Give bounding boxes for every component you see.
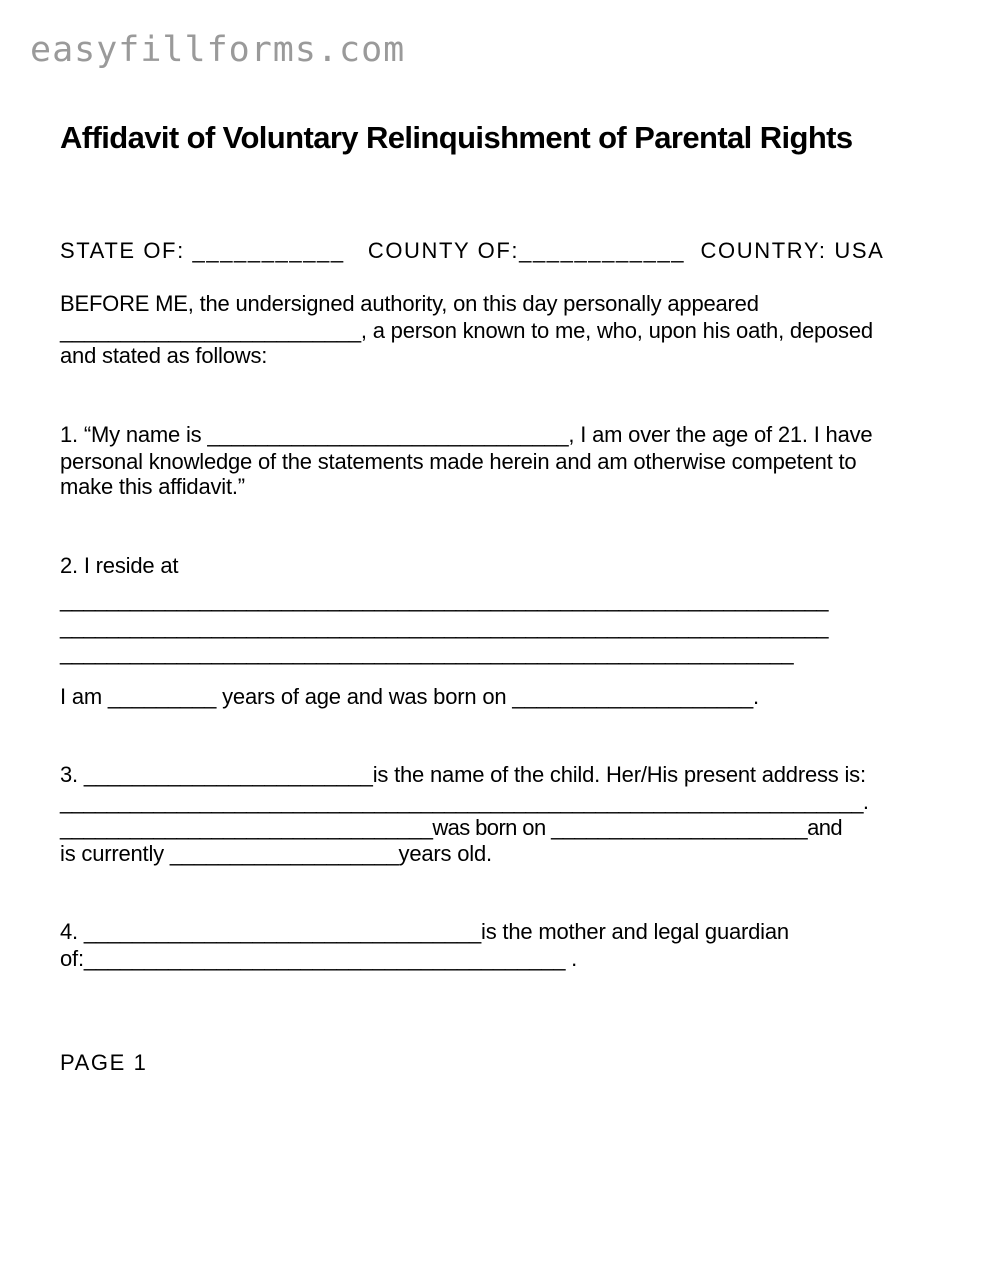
item3-line-4: is currently ___________________years old. — [60, 841, 492, 866]
item1-line-3: make this affidavit.” — [60, 474, 245, 499]
item2-address-blank-2: __________________________________________________________________ — [60, 614, 828, 639]
document-title: Affidavit of Voluntary Relinquishment of Parental Rights — [60, 120, 853, 155]
intro-line-2: _________________________, a person known to me, who, upon his oath, deposed — [60, 318, 873, 343]
item1-line-2: personal knowledge of the statements made herein and am otherwise competent to — [60, 449, 857, 474]
item3-line-3: ________________________________was born on ______________________and — [60, 815, 842, 840]
item1-line-1: 1. “My name is ______________________________, I am over the age of 21. I have — [60, 422, 873, 447]
state-county-country-line: STATE OF: ___________ COUNTY OF:____________ COUNTRY: USA — [60, 238, 885, 263]
item2-line-1: 2. I reside at — [60, 553, 179, 578]
item2-address-blank-3: _______________________________________________________________ — [60, 640, 794, 665]
page-number: PAGE 1 — [60, 1050, 148, 1075]
item4-line-2: of:________________________________________ . — [60, 946, 578, 971]
item2-age-line: I am _________ years of age and was born on ____________________. — [60, 684, 759, 709]
watermark-logo: easyfillforms.com — [30, 30, 406, 70]
intro-line-3: and stated as follows: — [60, 343, 268, 368]
item3-line-1: 3. ________________________is the name of the child. Her/His present address is: — [60, 762, 866, 787]
intro-line-1: BEFORE ME, the undersigned authority, on this day personally appeared — [60, 291, 759, 316]
item3-line-2: _____________________________________________________________________. — [60, 789, 869, 814]
item4-line-1: 4. _________________________________is the mother and legal guardian — [60, 919, 789, 944]
item2-address-blank-1: __________________________________________________________________ — [60, 587, 828, 612]
